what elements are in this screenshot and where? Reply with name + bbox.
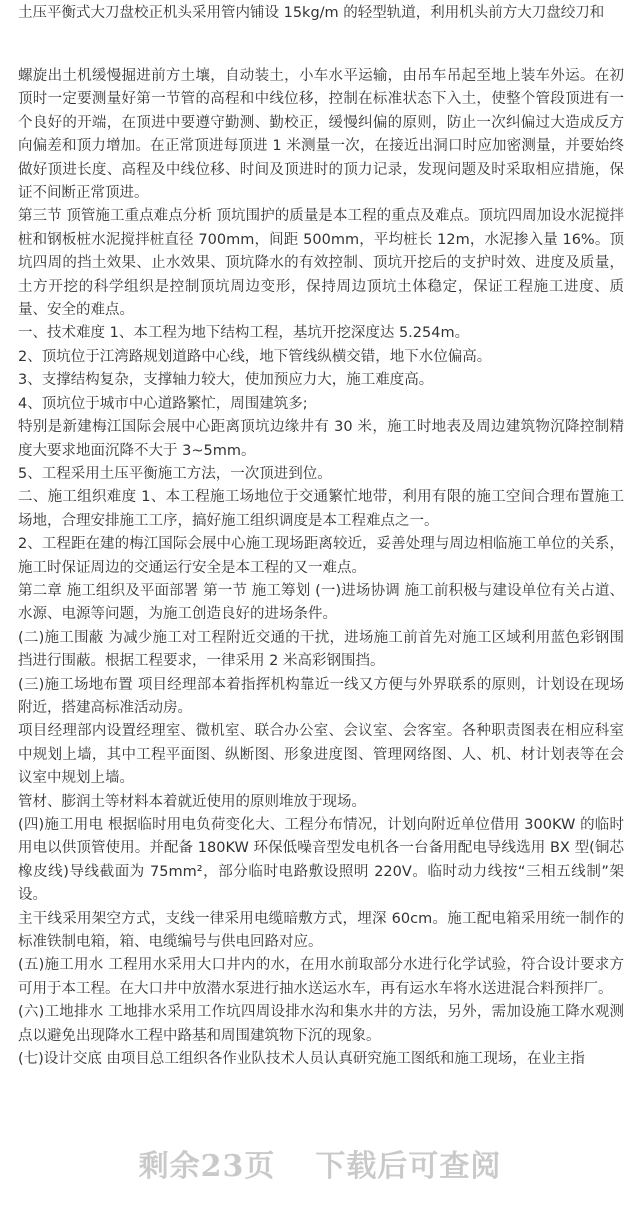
top-text-line: 土压平衡式大刀盘校正机头采用管内铺设 15kg/m 的轻型轨道，利用机头前方大刀盘绞刀和 xyxy=(18,5,605,21)
paragraph-12: (二)施工围蔽 为减少施工对工程附近交通的干扰，进场施工前首先对施工区域利用蓝色彩钢围挡进行围蔽。根据工程要求，一律采用 2 米高彩钢围挡。 xyxy=(18,629,624,670)
paragraph-10: 2、工程距在建的梅江国际会展中心施工现场距离较近，妥善处理与周边相临施工单位的关系，施工时保证周边的交通运行安全是本工程的又一难点。 xyxy=(18,536,624,576)
paragraph-20: (七)设计交底 由项目总工组织各作业队技术人员认真研究施工图纸和施工现场，在业主指 xyxy=(18,1051,585,1068)
paragraph-7: 特别是新建梅江国际会展中心距离顶坑边缘井有 30 米，施工时地表及周边建筑物沉降控制精度大要求地面沉降不大于 3~5mm。 xyxy=(18,419,624,459)
paragraph-4: 2、顶坑位于江湾路规划道路中心线，地下管线纵横交错，地下水位偏高。 xyxy=(18,348,492,365)
paragraph-9: 二、施工组织难度 1、本工程施工场地位于交通繁忙地带，利用有限的施工空间合理布置施工场地，合理安排施工工序，搞好施工组织调度是本工程难点之一。 xyxy=(18,489,624,529)
paragraph-16: (四)施工用电 根据临时用电负荷变化大、工程分布情况，计划向附近单位借用 300KW 的临时用电以供顶管使用。并配备 180KW 环保低噪音型发电机各一台备用配电导线选用 BX 型(铜芯橡皮线)导线截面为 75mm²，部分临时电路敷设照明 220V。临时动力线按“三相五线制”架设。 xyxy=(18,817,624,904)
paragraph-14: 项目经理部内设置经理室、微机室、联合办公室、会议室、会客室。各种职责图表在相应科室中规划上墙，其中工程平面图、纵断图、形象进度图、管理网络图、人、机、材计划表等在会议室中规划上墙。 xyxy=(18,723,624,787)
download-to-view-link[interactable]: 下载后可查阅 xyxy=(315,1149,502,1184)
paragraph-17: 主干线采用架空方式，支线一律采用电缆暗敷方式，埋深 60cm。施工配电箱采用统一制作的标准铁制电箱，箱、电缆编号与供电回路对应。 xyxy=(18,910,624,951)
paragraph-13: (三)施工场地布置 项目经理部本着指挥机构靠近一线又方便与外界联系的原则，计划设在现场附近，搭建高标准活动房。 xyxy=(18,676,624,716)
paragraph-18: (五)施工用水 工程用水采用大口井内的水，在用水前取部分水进行化学试验，符合设计要求方可用于本工程。在大口井中放潜水泵进行抽水送运水车，再有运水车将水送进混合料预拌厂。 xyxy=(18,957,624,997)
download-banner xyxy=(0,1138,640,1188)
paragraph-6: 4、顶坑位于城市中心道路繁忙，周围建筑多; xyxy=(18,395,308,412)
paragraph-5: 3、支撑结构复杂，支撑轴力较大，使加预应力大，施工难度高。 xyxy=(18,372,434,389)
paragraph-3: 一、技术难度 1、本工程为地下结构工程，基坑开挖深度达 5.254m。 xyxy=(18,325,470,342)
paragraph-2: 第三节 顶管施工重点难点分析 顶坑围护的质量是本工程的重点及难点。顶坑四周加设水泥搅拌桩和钢板桩水泥搅拌桩直径 700mm，间距 500mm，平均桩长 12m，水泥掺入量 16%。顶坑四周的挡土效果、止水效果、顶坑降水的有效控制、顶坑开挖后的支护时效、进度及质量，土方开挖的科学组织是控制顶坑周边变形，保持周边顶坑土体稳定，保证工程施工进度、质量、安全的难点。 xyxy=(18,208,624,319)
remaining-pages-label[interactable]: 剩余23页 xyxy=(138,1149,276,1184)
document-body xyxy=(18,65,624,1071)
paragraph-11: 第二章 施工组织及平面部署 第一节 施工筹划 (一)进场协调 施工前积极与建设单位有关占道、水源、电源等问题，为施工创造良好的进场条件。 xyxy=(18,582,624,623)
paragraph-8: 5、工程采用土压平衡施工方法，一次顶进到位。 xyxy=(18,465,332,482)
paragraph-19: (六)工地排水 工地排水采用工作坑四周设排水沟和集水井的方法，另外，需加设施工降水观测点以避免出现降水工程中路基和周围建筑物下沉的现象。 xyxy=(18,1004,624,1044)
paragraph-1: 螺旋出土机缓慢掘进前方土壤，自动装土，小车水平运输，由吊车吊起至地上装车外运。在初顶时一定要测量好第一节管的高程和中线位移，控制在标准状态下入土，使整个管段顶进有一个良好的开端，在顶进中要遵守勤测、勤校正，缓慢纠偏的原则，防止一次纠偏过大造成反方向偏差和顶力增加。在正常顶进每顶进 1 米测量一次，在接近出洞口时应加密测量，并要始终做好顶进长度、高程及中线位移、时间及顶进时的顶力记录，发现问题及时采取相应措施，保证不间断正常顶进。 xyxy=(18,68,624,202)
paragraph-15: 管材、膨润土等材料本着就近使用的原则堆放于现场。 xyxy=(18,793,366,810)
